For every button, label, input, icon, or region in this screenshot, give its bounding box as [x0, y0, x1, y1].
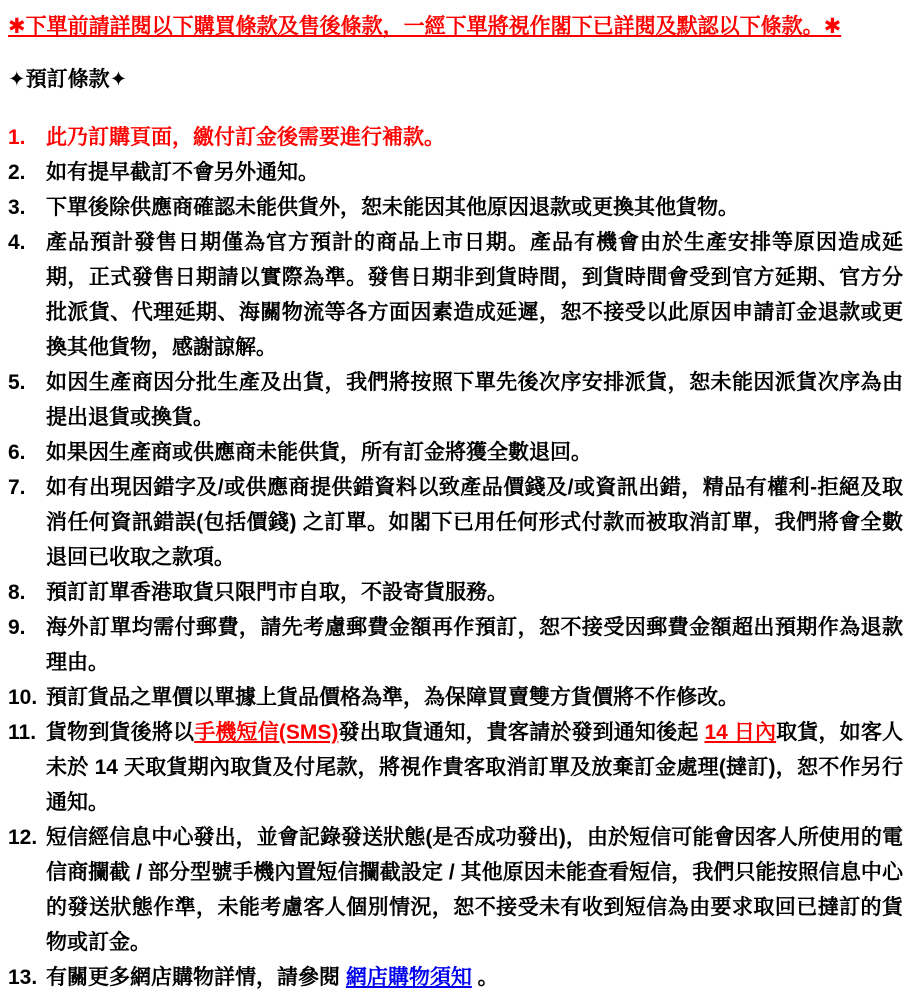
term-segment: 短信經信息中心發出，並會記錄發送狀態(是否成功發出)，由於短信可能會因客人所使用的電信商攔截 / 部分型號手機內置短信攔截設定 / 其他原因未能查看短信，我們只能按照信息中心的發送狀態作準，未能考慮客人個別情況，恕不接受未有收到短信為由要求取回已撻訂的貨物或訂金。: [46, 826, 903, 954]
terms-list: [8, 120, 903, 995]
term-text: [46, 470, 903, 575]
term-text: [46, 575, 903, 610]
term-segment: 如有提早截訂不會另外通知。: [46, 161, 319, 184]
term-segment: 如有出現因錯字及/或供應商提供錯資料以致產品價錢及/或資訊出錯，精品有權利-拒絕及取消任何資訊錯誤(包括價錢) 之訂單。如閣下已用任何形式付款而被取消訂單，我們將會全數退回已收取之款項。: [46, 476, 903, 569]
term-segment: 產品預計發售日期僅為官方預計的商品上市日期。產品有機會由於生產安排等原因造成延期，正式發售日期請以實際為準。發售日期非到貨時間，到貨時間會受到官方延期、官方分批派貨、代理延期、海關物流等各方面因素造成延遲，恕不接受以此原因申請訂金退款或更換其他貨物，感謝諒解。: [46, 231, 903, 359]
term-number: 13.: [8, 966, 38, 989]
term-item: [8, 435, 903, 470]
term-text: [46, 120, 903, 155]
term-text: [46, 960, 903, 995]
term-number: 2.: [8, 161, 26, 184]
term-item: [8, 715, 903, 820]
term-number: 12.: [8, 826, 38, 849]
term-text: [46, 225, 903, 365]
term-segment: 此乃訂購頁面，繳付訂金後需要進行補款。: [46, 126, 445, 149]
term-text: [46, 715, 903, 820]
highlighted-term-segment: 手機短信(SMS): [194, 721, 339, 744]
term-segment: 有關更多網店購物詳情，請參閱: [46, 966, 346, 989]
term-item: [8, 960, 903, 995]
term-number: 10.: [8, 686, 38, 709]
term-item: [8, 680, 903, 715]
term-item: [8, 120, 903, 155]
term-text: [46, 365, 903, 435]
term-number: 1.: [8, 126, 26, 149]
term-segment: 如因生產商因分批生產及出貨，我們將按照下單先後次序安排派貨，恕未能因派貨次序為由提出退貨或換貨。: [46, 371, 903, 429]
term-segment: 預訂訂單香港取貨只限門市自取，不設寄貨服務。: [46, 581, 508, 604]
purchase-notice-header: ✱下單前請詳閱以下購買條款及售後條款，一經下單將視作閣下已詳閱及默認以下條款。✱: [8, 15, 842, 38]
term-segment: 海外訂單均需付郵費，請先考慮郵費金額再作預訂，恕不接受因郵費金額超出預期作為退款理由。: [46, 616, 903, 674]
term-segment: 預訂貨品之單價以單據上貨品價格為準，為保障買賣雙方貨價將不作修改。: [46, 686, 739, 709]
term-text: [46, 190, 903, 225]
term-item: [8, 155, 903, 190]
term-number: 4.: [8, 231, 26, 254]
term-text: [46, 155, 903, 190]
term-item: [8, 575, 903, 610]
term-number: 7.: [8, 476, 26, 499]
highlighted-term-segment: 14 日內: [704, 721, 777, 744]
term-number: 3.: [8, 196, 26, 219]
term-text: [46, 435, 903, 470]
preorder-terms-title: ✦預訂條款✦: [8, 68, 128, 91]
term-number: 5.: [8, 371, 26, 394]
term-item: [8, 470, 903, 575]
term-number: 8.: [8, 581, 26, 604]
term-segment: 下單後除供應商確認未能供貨外，恕未能因其他原因退款或更換其他貨物。: [46, 196, 739, 219]
term-segment: 。: [471, 966, 499, 989]
term-segment: 如果因生產商或供應商未能供貨，所有訂金將獲全數退回。: [46, 441, 592, 464]
term-segment: 發出取貨通知，貴客請於發到通知後起: [338, 721, 705, 744]
term-item: [8, 820, 903, 960]
term-number: 9.: [8, 616, 26, 639]
term-text: [46, 610, 903, 680]
term-item: [8, 225, 903, 365]
term-text: [46, 680, 903, 715]
term-item: [8, 190, 903, 225]
term-number: 11.: [8, 721, 37, 744]
term-number: 6.: [8, 441, 26, 464]
term-item: [8, 365, 903, 435]
term-text: [46, 820, 903, 960]
term-segment: 取貨，如客人未於 14 天取貨期內取貨及付尾款，將視作貴客取消訂單及放棄訂金處理(撻訂)，恕不作另行通知。: [46, 721, 904, 814]
shop-guide-link[interactable]: 網店購物須知: [345, 966, 472, 989]
term-item: [8, 610, 903, 680]
term-segment: 貨物到貨後將以: [46, 721, 195, 744]
